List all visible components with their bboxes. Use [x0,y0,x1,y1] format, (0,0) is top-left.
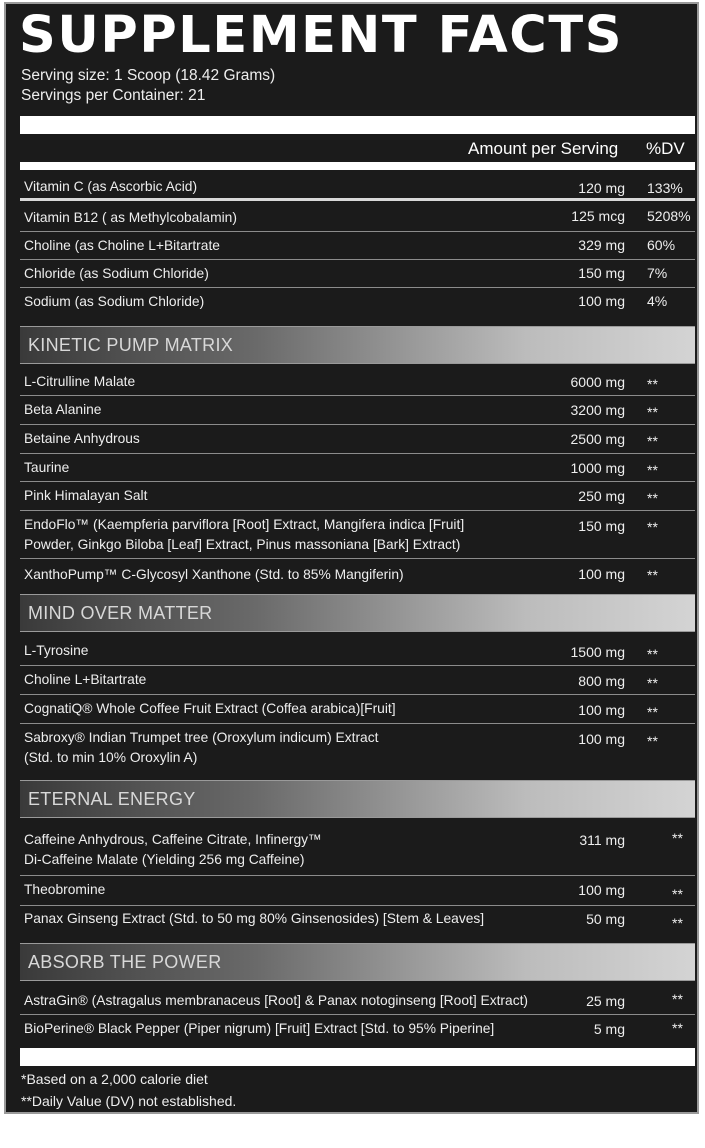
ingredient-name: Panax Ginseng Extract (Std. to 50 mg 80% Ginsenosides) [Stem & Leaves] [24,911,485,926]
ingredient-row [20,666,695,695]
ingredient-dv: ** [647,519,658,535]
ingredient-name: L-Citrulline Malate [24,374,136,389]
ingredient-row [20,876,695,906]
ingredient-dv: ** [647,733,658,749]
ingredient-row [20,1015,695,1043]
nutrient-dv: 133% [647,180,683,196]
ingredient-dv: ** [647,404,658,420]
ingredient-row [20,724,695,774]
ingredient-amount: 50 mg [586,911,625,927]
bottom-rule [20,1048,695,1066]
nutrient-amount: 125 mcg [571,208,625,224]
ingredient-row [20,396,695,425]
ingredient-name: CognatiQ® Whole Coffee Fruit Extract (Coffea arabica)[Fruit] [24,701,396,716]
ingredient-amount: 2500 mg [570,431,625,447]
servings-per-container: Servings per Container: 21 [21,87,206,104]
panel-title: SUPPLEMENT FACTS [19,6,624,65]
ingredient-name: Pink Himalayan Salt [24,488,148,503]
ingredient-dv: ** [672,886,683,902]
ingredient-dv: ** [647,646,658,662]
ingredient-amount: 100 mg [578,702,625,718]
ingredient-amount: 100 mg [578,731,625,747]
ingredient-amount: 100 mg [578,882,625,898]
ingredient-name-continued: Di-Caffeine Malate (Yielding 256 mg Caffeine) [24,852,305,867]
ingredient-name-continued: (Std. to min 10% Oroxylin A) [24,750,198,765]
section-header-absorb-the-power [20,943,695,981]
ingredient-row [20,454,695,482]
ingredient-row [20,695,695,724]
ingredient-amount: 250 mg [578,488,625,504]
ingredient-amount: 150 mg [578,518,625,534]
nutrient-row [20,260,695,288]
ingredient-dv: ** [647,376,658,392]
nutrient-name: Vitamin B12 ( as Methylcobalamin) [24,210,237,225]
nutrient-row [20,204,695,232]
nutrient-name: Choline (as Choline L+Bitartrate [24,238,220,253]
footnote-calorie-diet: *Based on a 2,000 calorie diet [21,1071,208,1087]
ingredient-row [20,826,695,876]
section-header-kinetic-pump-matrix [20,326,695,364]
nutrient-dv: 4% [647,293,668,309]
ingredient-name-continued: Powder, Ginkgo Biloba [Leaf] Extract, Pinus massoniana [Bark] Extract) [24,537,461,552]
ingredient-name: L-Tyrosine [24,643,89,658]
ingredient-dv: ** [647,433,658,449]
ingredient-name: Theobromine [24,882,106,897]
ingredient-row [20,987,695,1015]
section-header-eternal-energy [20,780,695,818]
ingredient-amount: 100 mg [578,566,625,582]
ingredient-row [20,559,695,589]
ingredient-dv: ** [672,1020,683,1036]
amount-per-serving-header: Amount per Serving [468,139,619,158]
ingredient-amount: 5 mg [593,1021,625,1037]
ingredient-name: Choline L+Bitartrate [24,672,147,687]
nutrient-name: Vitamin C (as Ascorbic Acid) [24,179,198,194]
ingredient-name: Betaine Anhydrous [24,431,140,446]
ingredient-amount: 1000 mg [570,460,625,476]
section-title: MIND OVER MATTER [28,603,213,623]
ingredient-name: XanthoPump™ C-Glycosyl Xanthone (Std. to 85% Mangiferin) [24,567,404,582]
ingredient-name: Sabroxy® Indian Trumpet tree (Oroxylum indicum) Extract [24,730,379,745]
ingredient-dv: ** [672,830,683,846]
ingredient-amount: 311 mg [579,832,625,848]
section-title: KINETIC PUMP MATRIX [28,335,234,355]
nutrient-row [20,232,695,260]
ingredient-row [20,368,695,396]
nutrient-dv: 5208% [647,208,691,224]
ingredient-row [20,511,695,559]
ingredient-amount: 25 mg [586,993,625,1009]
nutrient-amount: 120 mg [578,180,625,196]
ingredient-row [20,425,695,454]
ingredient-dv: ** [647,675,658,691]
ingredient-dv: ** [647,490,658,506]
supplement-facts-panel [4,2,699,1114]
ingredient-row [20,637,695,666]
nutrient-row [20,175,695,201]
ingredient-dv: ** [647,462,658,478]
header-rule [20,162,695,170]
ingredient-amount: 3200 mg [570,402,625,418]
ingredient-name: BioPerine® Black Pepper (Piper nigrum) [Fruit] Extract [Std. to 95% Piperine] [24,1021,495,1036]
ingredient-amount: 800 mg [578,673,625,689]
ingredient-name: AstraGin® (Astragalus membranaceus [Root] & Panax notoginseng [Root] Extract) [24,993,529,1008]
serving-size: Serving size: 1 Scoop (18.42 Grams) [21,67,276,84]
nutrient-name: Chloride (as Sodium Chloride) [24,266,209,281]
nutrient-row [20,288,695,316]
daily-value-header: %DV [646,139,685,158]
section-header-mind-over-matter [20,594,695,632]
footnote-daily-value: **Daily Value (DV) not established. [21,1093,237,1109]
section-title: ETERNAL ENERGY [28,789,196,809]
ingredient-dv: ** [647,567,658,583]
nutrient-amount: 329 mg [578,237,625,253]
ingredient-name: EndoFlo™ (Kaempferia parviflora [Root] Extract, Mangifera indica [Fruit] [24,517,465,532]
nutrient-amount: 150 mg [578,265,625,281]
ingredient-dv: ** [647,704,658,720]
section-title: ABSORB THE POWER [28,952,222,972]
ingredient-dv: ** [672,915,683,931]
nutrient-name: Sodium (as Sodium Chloride) [24,294,205,309]
nutrient-amount: 100 mg [578,293,625,309]
ingredient-row [20,482,695,511]
ingredient-name: Beta Alanine [24,402,102,417]
top-rule [20,116,695,134]
ingredient-name: Caffeine Anhydrous, Caffeine Citrate, Infinergy™ [24,832,322,847]
ingredient-amount: 1500 mg [570,644,625,660]
ingredient-row [20,906,695,936]
ingredient-name: Taurine [24,460,70,475]
ingredient-amount: 6000 mg [570,374,625,390]
ingredient-dv: ** [672,991,683,1007]
nutrient-dv: 60% [647,237,676,253]
nutrient-dv: 7% [647,265,668,281]
